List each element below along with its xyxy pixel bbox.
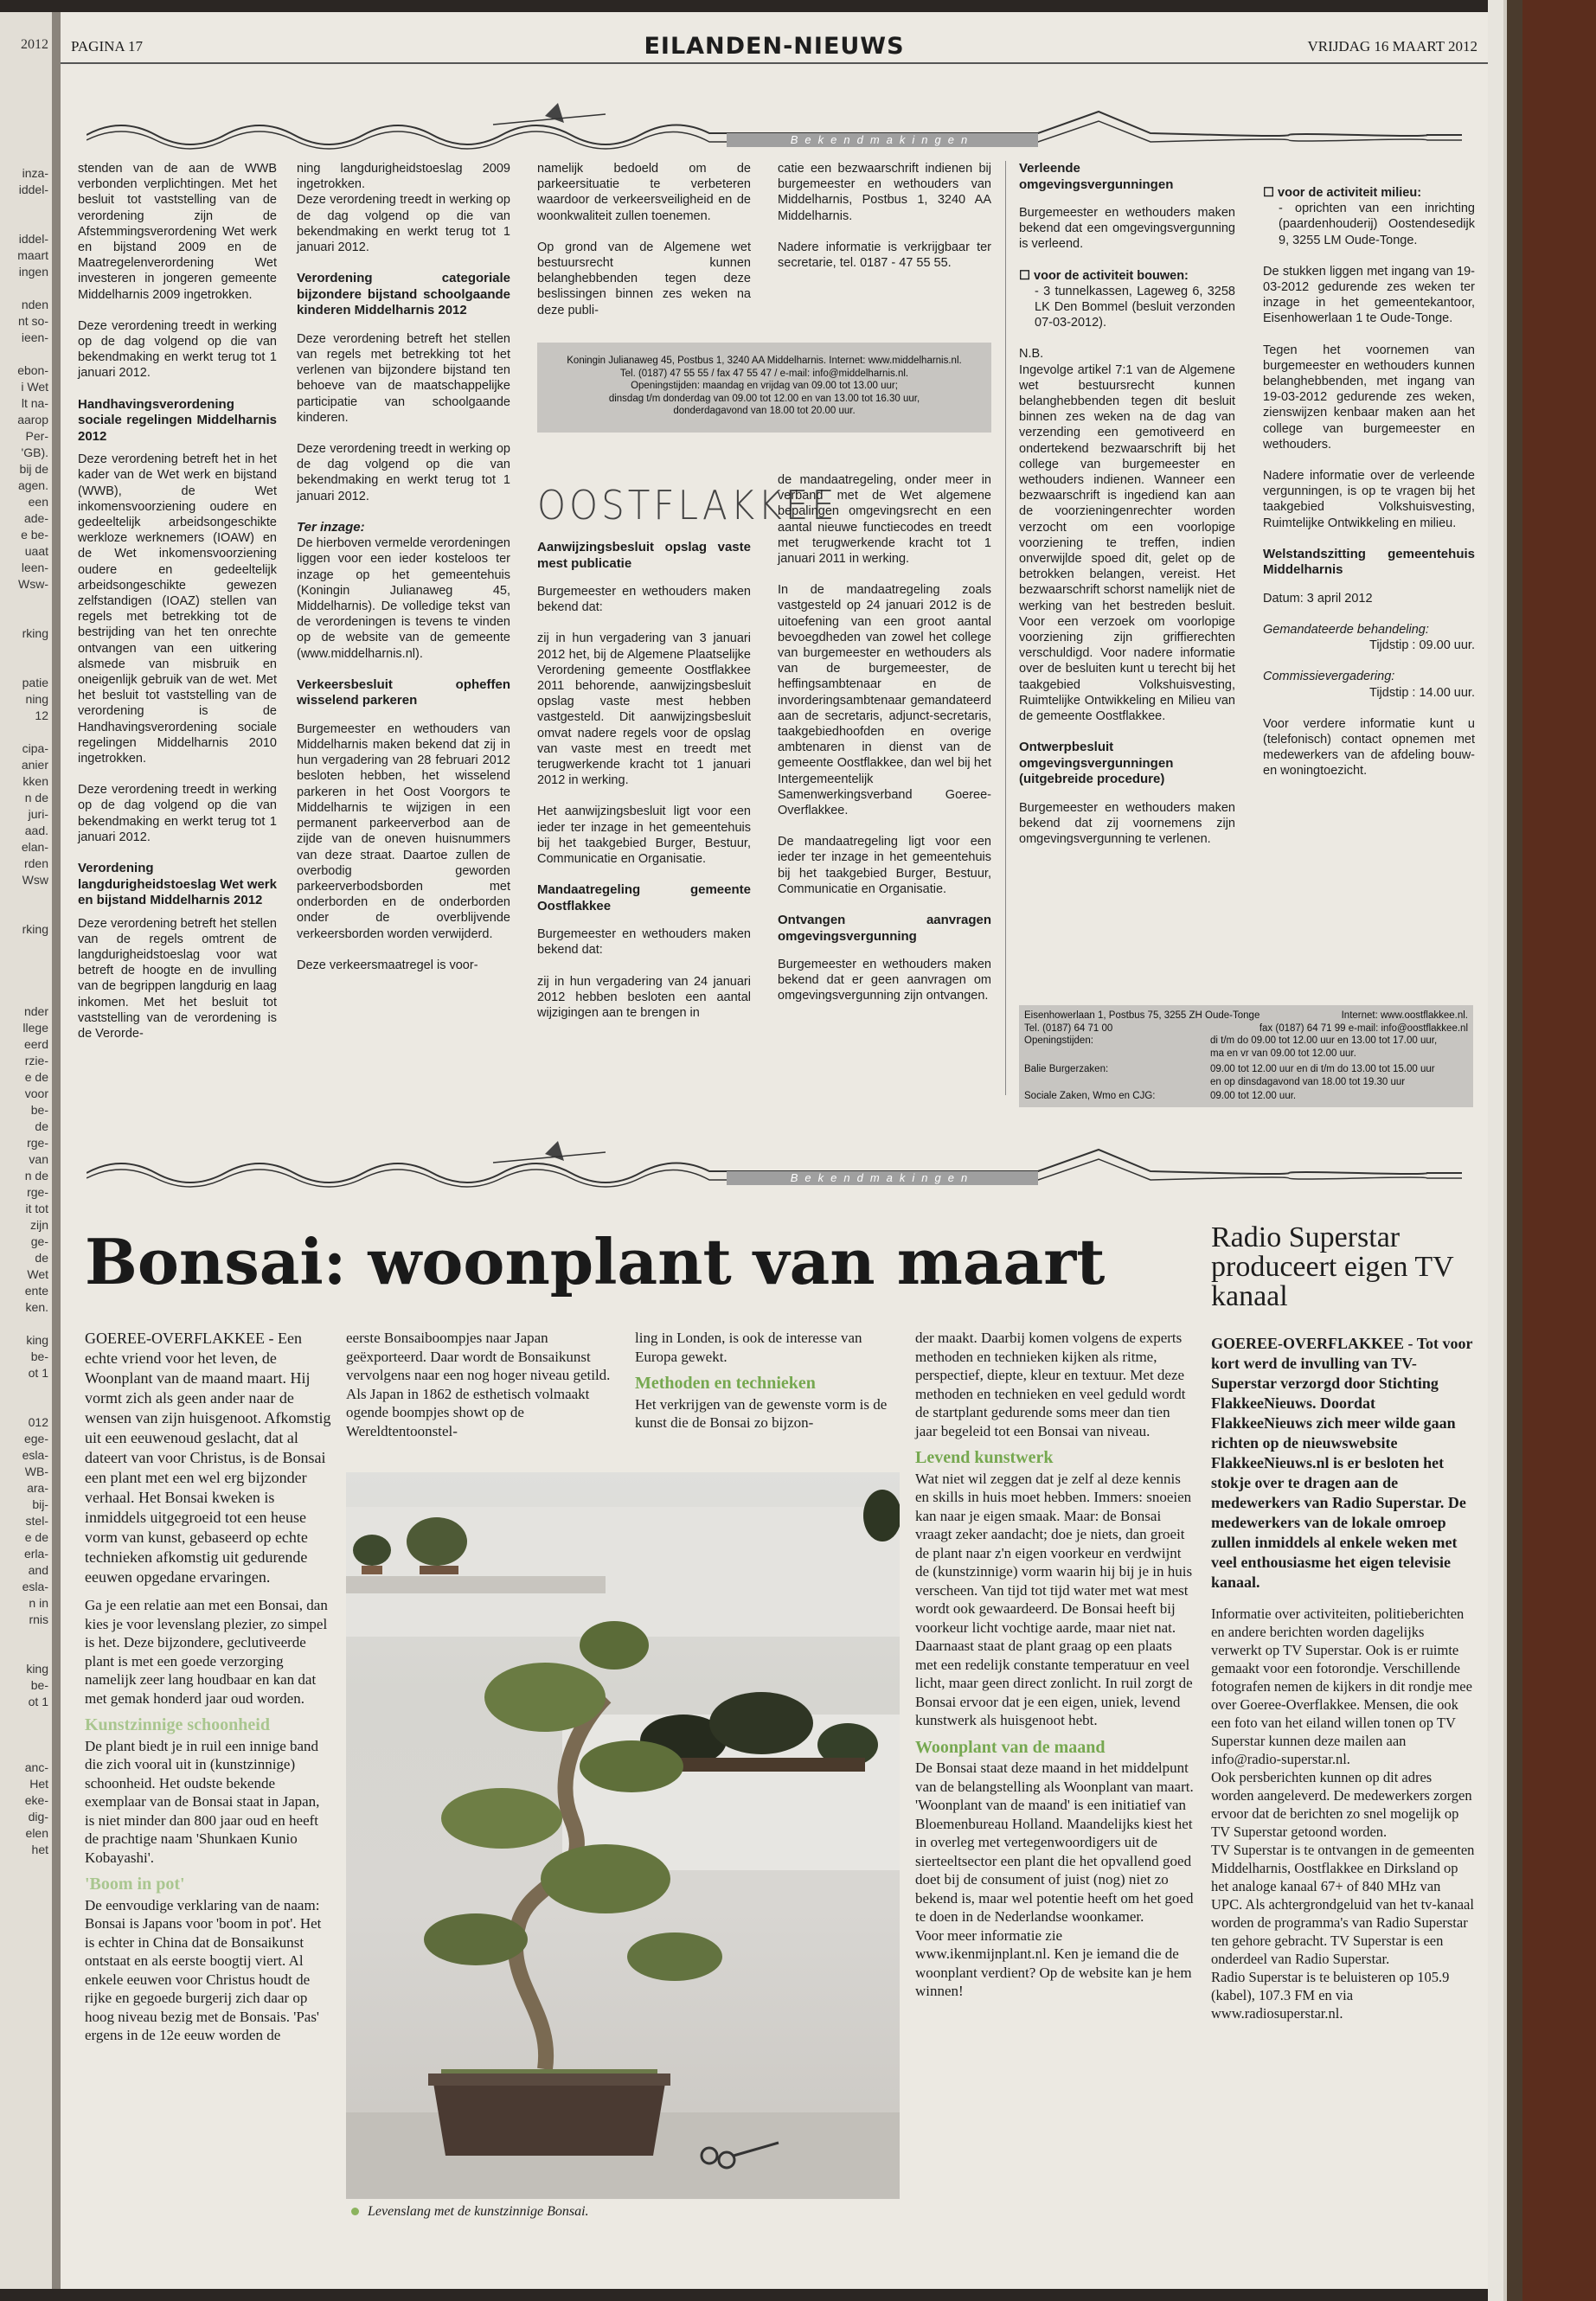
adjacent-page-line: leen- bbox=[21, 561, 48, 574]
article-text: ling in Londen, is ook de interesse van Europa gewekt. bbox=[635, 1330, 862, 1365]
contact-line: ma en vr van 09.00 tot 12.00 uur. bbox=[1210, 1048, 1356, 1059]
adjacent-page-line: Per- bbox=[25, 429, 48, 443]
notice-text: Nadere informatie is verkrijgbaar ter secretarie, tel. 0187 - 47 55 55. bbox=[778, 240, 991, 271]
contact-line bbox=[1210, 1063, 1435, 1088]
notice-text: Deze verkeersmaatregel is voor- bbox=[297, 958, 478, 972]
adjacent-page-line bbox=[0, 215, 52, 231]
notice-text: Deze verordening treedt in werking op de dag volgend op die van bekendmaking en werkt terug tot 1 januari 2012. bbox=[297, 441, 510, 503]
adjacent-page-line bbox=[0, 642, 52, 658]
adjacent-page-line: nder bbox=[23, 1004, 48, 1018]
adjacent-page-line: n de bbox=[24, 791, 48, 804]
adjacent-page-line: eke- bbox=[24, 1793, 48, 1807]
adjacent-page-line: inza- bbox=[22, 166, 48, 180]
bonsai-column-2 bbox=[346, 1329, 627, 1449]
adjacent-page-line: 012 bbox=[28, 1415, 48, 1429]
adjacent-page-line: 12 bbox=[35, 708, 48, 722]
contact-line: 09.00 tot 12.00 uur. bbox=[1210, 1091, 1297, 1101]
adjacent-page-line: kken bbox=[22, 774, 48, 788]
adjacent-page-line: ge- bbox=[30, 1234, 48, 1248]
contact-line: di t/m do 09.00 tot 12.00 uur en 13.00 tot 17.00 uur, bbox=[1210, 1035, 1438, 1046]
section-label: Bekendmakingen bbox=[727, 133, 1038, 147]
adjacent-page-line: eerd bbox=[23, 1037, 48, 1051]
adjacent-page-line: elan- bbox=[21, 840, 48, 854]
adjacent-page-line: ingen bbox=[18, 265, 48, 279]
notice-text: N.B. bbox=[1019, 347, 1044, 362]
adjacent-page-line bbox=[0, 658, 52, 675]
adjacent-page-line: ade- bbox=[23, 511, 48, 525]
notice-text: De mandaatregeling ligt voor een ieder ter inzage in het gemeentehuis bij het taakgebied Burger, Bestuur, Communicatie en Organisatie. bbox=[778, 835, 991, 896]
notice-column-3 bbox=[537, 161, 751, 334]
adjacent-page-line: ente bbox=[24, 1284, 48, 1298]
contact-line: donderdagavond van 18.00 tot 20.00 uur. bbox=[673, 406, 856, 416]
adjacent-page-line bbox=[0, 971, 52, 987]
adjacent-page-line bbox=[0, 1398, 52, 1414]
article-text: De plant biedt je in ruil een innige band die zich vooral uit in (kunstzinnige) schoonheid. Het oudste bekende exemplaar van de Bonsai staat in Japan, is niet minder dan 800 jaar oud en heeft de prachtige naam 'Shunkaen Kunio Kobayashi'. bbox=[85, 1737, 320, 1866]
adjacent-page-line bbox=[0, 1628, 52, 1644]
notice-text: Deze verordening treedt in werking op de dag volgend op die van bekendmaking en werkt terug tot 1 januari 2012. bbox=[78, 783, 277, 844]
adjacent-page-line bbox=[0, 888, 52, 905]
notice-text: catie een bezwaarschrift indienen bij burgemeester en wethouders van Middelharnis, Postbus 1, 3240 AA Middelharnis. bbox=[778, 162, 991, 223]
adjacent-page-line bbox=[0, 1710, 52, 1727]
adjacent-page-line: het bbox=[31, 1843, 48, 1856]
radio-article bbox=[1211, 1334, 1475, 2022]
adjacent-page-line: 'GB). bbox=[21, 445, 48, 459]
contact-line: Tel. (0187) 64 71 00 bbox=[1024, 1022, 1113, 1034]
bonsai-column-3 bbox=[635, 1329, 903, 1441]
notice-column-3b bbox=[537, 540, 751, 1036]
notice-heading: Ter inzage: bbox=[297, 519, 365, 535]
adjacent-page-line: de bbox=[35, 1251, 48, 1265]
notice-heading: Welstandszitting gemeentehuis Middelharnis bbox=[1263, 546, 1475, 578]
notice-column-5 bbox=[1019, 161, 1235, 862]
adjacent-page-line bbox=[0, 987, 52, 1003]
adjacent-page-line: patie bbox=[22, 676, 48, 689]
adjacent-page-line: ara- bbox=[27, 1481, 48, 1495]
notice-text: Deze verordening treedt in werking op de dag volgend op die van bekendmaking en werkt terug tot 1 januari 2012. bbox=[297, 193, 510, 255]
notice-column-2 bbox=[297, 161, 510, 989]
adjacent-page-line: king bbox=[26, 1333, 48, 1347]
article-subheading: Woonplant van de maand bbox=[915, 1737, 1106, 1757]
notice-text: Burgemeester en wethouders maken bekend dat een omgevingsvergunning is verleend. bbox=[1019, 206, 1235, 252]
adjacent-page-line: Het bbox=[29, 1777, 48, 1791]
notice-text: Burgemeester en wethouders van Middelharnis maken bekend dat zij in hun vergadering van 28 februari 2012 besloten hebben, het wisselend parkeren in het Oost Voorgors te Middelharnis te wijzigen in een permanent parkeerverbod aan de zijde van de oneven huisnummers van deze straat. Daartoe zullen de overbodig geworden parkeerverbodsborden met onderborden en de onderborden onder de overblijvende verkeersborden worden verwijderd. bbox=[297, 721, 510, 941]
adjacent-page-line: be- bbox=[30, 1349, 48, 1363]
bonsai-column-1 bbox=[85, 1329, 331, 2054]
adjacent-page-line bbox=[0, 905, 52, 921]
notice-text: Tijdstip : 09.00 uur. bbox=[1369, 638, 1475, 653]
notice-column-6 bbox=[1263, 185, 1475, 795]
notice-text: Voor verdere informatie kunt u (telefonisch) contact opnemen met medewerkers van de afdeling bouw- en woningtoezicht. bbox=[1263, 716, 1475, 779]
notice-column-1 bbox=[78, 161, 277, 1057]
adjacent-page-line: ieen- bbox=[21, 330, 48, 344]
adjacent-page-line bbox=[0, 280, 52, 297]
contact-line: Internet: www.oostflakkee.nl. bbox=[1341, 1010, 1468, 1021]
adjacent-page-line: rnis bbox=[29, 1612, 48, 1626]
notice-text: namelijk bedoeld om de parkeersituatie te verbeteren waardoor de verkeersveiligheid en de woonkwaliteit zullen toenemen. bbox=[537, 162, 751, 223]
adjacent-page-line bbox=[0, 198, 52, 215]
notice-heading: Ontvangen aanvragen omgevingsvergunning bbox=[778, 913, 991, 944]
adjacent-page-strip bbox=[0, 12, 61, 2289]
notice-text: Het aanwijzingsbesluit ligt voor een ieder ter inzage in het gemeentehuis bij het taakgebied Burger, Bestuur, Communicatie en Organisatie. bbox=[537, 804, 751, 867]
adjacent-page-line: ken. bbox=[25, 1300, 48, 1314]
adjacent-page-line: aad. bbox=[24, 824, 48, 837]
adjacent-page-line: rge- bbox=[27, 1136, 48, 1150]
issue-date: VRIJDAG 16 MAART 2012 bbox=[1307, 38, 1477, 54]
notice-text: Deze verordening betreft het stellen van de regels omtrent de langdurigheidstoeslag voor wat betreft de hoogte en de invulling van de begrippen langdurig en laag inkomen. Met het besluit tot vaststelling van de verordening is de Verorde- bbox=[78, 916, 277, 1041]
adjacent-page-line: esla- bbox=[22, 1580, 48, 1593]
notice-text: de mandaatregeling, onder meer in verband met de Wet algemene bepalingen omgevingsrecht en een aantal nieuwe functiecodes en treedt met terugwerkende kracht tot 1 januari 2011 in werking. bbox=[778, 473, 991, 567]
adjacent-page-line: maart bbox=[17, 248, 48, 262]
adjacent-page-year: 2012 bbox=[21, 37, 48, 52]
notice-text: Deze verordening betreft het stellen van regels met betrekking tot het verlenen van bijzondere bijstand ten behoeve van de maatschappelijke participatie van schoolgaande kinderen. bbox=[297, 331, 510, 425]
sidebar-headline: Radio Superstar produceert eigen TV kanaal bbox=[1211, 1221, 1454, 1312]
adjacent-page-line: ebon- bbox=[17, 363, 48, 377]
adjacent-page-line: be- bbox=[30, 1103, 48, 1117]
adjacent-page-line: rking bbox=[22, 626, 48, 640]
notice-text: Datum: 3 april 2012 bbox=[1263, 591, 1373, 606]
adjacent-page-line bbox=[0, 954, 52, 971]
article-text: De Bonsai staat deze maand in het middelpunt van de belangstelling als Woonplant van maart. 'Woonplant van de maand' is een initiatief van Bloemenbureau Holland. Maandelijks kiest het in overleg met vertegenwoordigers uit de sierteeltsector een plant die het opvallend goed doet bij de consument of juist (nog) niet zo bekend is, maar wel potentie heeft om het goed te doen in de Nederlandse woonkamer. bbox=[915, 1759, 1194, 1925]
adjacent-page-line bbox=[0, 1644, 52, 1661]
bonsai-illustration bbox=[346, 1472, 900, 2199]
adjacent-page-line bbox=[0, 724, 52, 740]
notice-text: ning langdurigheidstoeslag 2009 ingetrokken. bbox=[297, 162, 510, 192]
oostflakkee-contact-box bbox=[1019, 1005, 1473, 1107]
oostflakkee-logo: OOSTFLAKKEE bbox=[537, 482, 838, 529]
bonsai-photo bbox=[346, 1472, 900, 2199]
notice-text: - 3 tunnelkassen, Lageweg 6, 3258 LK Den Bommel (besluit verzonden 07-03-2012). bbox=[1035, 284, 1235, 330]
contact-line: fax (0187) 64 71 99 e-mail: info@oostflakkee.nl bbox=[1259, 1022, 1468, 1034]
book-binding-edge bbox=[1488, 0, 1596, 2301]
notice-text: Burgemeester en wethouders maken bekend dat: bbox=[537, 585, 751, 615]
article-lead: GOEREE-OVERFLAKKEE - Een echte vriend voor het leven, de Woonplant van de maand maart. Hij vormt zich als geen ander naar de wensen van zijn huisgenoot. Afkomstig uit een eeuwenoud geslacht, dat al dateert van voor Christus, is de Bonsai een plant met een wel erg bijzonder verhaal. Het Bonsai kweken is inmiddels uitgegroeid tot een heuse vorm van kunst, gebaseerd op echte technieken afkomstig uit gedurende eeuwen opgedane ervaringen. bbox=[85, 1330, 331, 1586]
adjacent-page-line: elen bbox=[25, 1826, 48, 1840]
article-subheading: Methoden en technieken bbox=[635, 1374, 816, 1393]
adjacent-page-line: WB- bbox=[24, 1465, 48, 1478]
notice-text: De hierboven vermelde verordeningen liggen voor een ieder kosteloos ter inzage op het gemeentehuis (Koningin Julianaweg 45, Middelharnis). De volledige tekst van de verordeningen is tevens te vinden op de website van de gemeente (www.middelharnis.nl). bbox=[297, 536, 510, 661]
adjacent-page-line: ning bbox=[25, 692, 48, 706]
adjacent-page-line: ot 1 bbox=[28, 1695, 48, 1708]
adjacent-page-line: rking bbox=[22, 922, 48, 936]
article-text: der maakt. Daarbij komen volgens de experts methoden en technieken kijken als ritme, perspectief, diepte, kleur en textuur. Met deze methoden en technieken en veel geduld wordt de startplant gedurende soms meer dan tien jaar begeleid tot een Bonsai van niveau. bbox=[915, 1330, 1186, 1439]
contact-line: Openingstijden: maandag en vrijdag van 09.00 tot 13.00 uur; bbox=[631, 381, 898, 391]
notice-column-4 bbox=[778, 161, 991, 286]
notice-heading: Ontwerpbesluit omgevingsvergunningen (uitgebreide procedure) bbox=[1019, 740, 1174, 787]
notice-text: stenden van de aan de WWB verbonden verplichtingen. Met het besluit tot vaststelling van de verordening zijn de Afstemmingsverordening Wet werk en bijstand 2009 en de Maatregelenverordening Wet investeren in jongeren gemeente Middelharnis 2009 ingetrokken. bbox=[78, 162, 277, 302]
checkbox-label: voor de activiteit bouwen: bbox=[1034, 268, 1189, 283]
adjacent-page-line: rzie- bbox=[24, 1054, 48, 1067]
contact-line: 09.00 tot 12.00 uur en di t/m do 13.00 tot 15.00 uur bbox=[1210, 1064, 1435, 1074]
article-lead: GOEREE-OVERFLAKKEE - Tot voor kort werd de invulling van TV-Superstar verzorgd door Stichting FlakkeeNieuws. Doordat FlakkeeNieuws zich meer wilde gaan richten op de nieuwswebsite FlakkeeNieuws.nl is er besloten het stokje over te dragen aan de medewerkers van Radio Superstar. De medewerkers van de lokale omroep zullen inmiddels al enkele weken met veel enthousiasme het eigen televisie kanaal. bbox=[1211, 1335, 1473, 1591]
adjacent-page-line: iddel- bbox=[18, 232, 48, 246]
notice-text: - oprichten van een inrichting (paardenhouderij) Oostendesedijk 9, 3255 LM Oude-Tonge. bbox=[1279, 202, 1475, 247]
adjacent-page-line: zijn bbox=[29, 1218, 48, 1232]
notice-heading: Verkeersbesluit opheffen wisselend parkeren bbox=[297, 676, 510, 708]
adjacent-page-line: n in bbox=[29, 1596, 48, 1610]
notice-heading: Verleende omgevingsvergunningen bbox=[1019, 161, 1174, 192]
notice-text: zij in hun vergadering van 24 januari 2012 hebben besloten een aantal wijzigingen aan te brengen in bbox=[537, 974, 751, 1021]
adjacent-page-line: Wsw bbox=[22, 873, 48, 887]
adjacent-page-line: iddel- bbox=[18, 183, 48, 196]
notice-text: Burgemeester en wethouders maken bekend dat zij voornemens zijn omgevingsvergunning te verlenen. bbox=[1019, 800, 1235, 847]
notice-heading: Verordening langdurigheidstoeslag Wet werk en bijstand Middelharnis 2012 bbox=[78, 861, 277, 908]
bullet-icon bbox=[351, 2208, 359, 2215]
notice-heading: Verordening categoriale bijzondere bijstand schoolgaande kinderen Middelharnis 2012 bbox=[297, 271, 510, 318]
article-text: Ook persberichten kunnen op dit adres worden aangeleverd. De medewerkers zorgen ervoor dat de berichten zo snel mogelijk op TV Superstar getoond worden. bbox=[1211, 1769, 1472, 1840]
adjacent-page-text bbox=[0, 53, 52, 1858]
notice-text: Tegen het voornemen van burgemeester en wethouders kunnen belanghebbenden, met ingang van 19-03-2012 gedurende zes weken, zienswijzen kenbaar maken aan het college van burgemeester en wethouders. bbox=[1263, 343, 1475, 452]
adjacent-page-line: king bbox=[26, 1662, 48, 1676]
adjacent-page-line: rden bbox=[23, 856, 48, 870]
notice-text: Op grond van de Algemene wet bestuursrecht kunnen belanghebbenden tegen deze beslissingen binnen zes weken na deze publi- bbox=[537, 240, 751, 317]
notice-text: De stukken liggen met ingang van 19-03-2012 gedurende zes weken ter inzage in het gemeentekantoor, Eisenhowerlaan 1 te Oude-Tonge. bbox=[1263, 264, 1475, 326]
adjacent-page-line: bij- bbox=[32, 1497, 48, 1511]
notice-text: Deze verordening betreft het in het kader van de Wet werk en bijstand (WWB), de Wet inkomensvoorziening oudere en gedeeltelijk arbeidsongeschikte werkloze werknemers (IOAW) en de Wet inkomensvoorziening oudere en gedeeltelijk arbeidsongeschikte gewezen zelfstandigen (IOAZ) stellen van regels met betrekking tot de bestrijding van het ten onrechte ontvangen van een uitkering alsmede van misbruik en oneigenlijk gebruik van de wet. Met het besluit tot vaststelling van de verordening is de Handhavingsverordening sociale regelingen Middelharnis 2010 ingetrokken. bbox=[78, 452, 277, 766]
adjacent-page-line: stel- bbox=[25, 1514, 48, 1528]
adjacent-page-line: and bbox=[28, 1563, 48, 1577]
contact-line: Balie Burgerzaken: bbox=[1024, 1064, 1109, 1074]
adjacent-page-line: aarop bbox=[17, 413, 48, 426]
adjacent-page-line bbox=[0, 346, 52, 362]
adjacent-page-line: Wet bbox=[27, 1267, 48, 1281]
adjacent-page-line: e de bbox=[24, 1070, 48, 1084]
adjacent-page-line: e de bbox=[24, 1530, 48, 1544]
article-text: Het verkrijgen van de gewenste vorm is de kunst die de Bonsai zo bijzon- bbox=[635, 1395, 888, 1431]
page-number: PAGINA 17 bbox=[71, 38, 143, 54]
adjacent-page-line: voor bbox=[24, 1086, 48, 1100]
section-label: Bekendmakingen bbox=[727, 1171, 1038, 1185]
contact-line: Eisenhowerlaan 1, Postbus 75, 3255 ZH Oude-Tonge bbox=[1024, 1010, 1260, 1021]
masthead: EILANDEN-NIEUWS bbox=[644, 33, 905, 60]
adjacent-page-line: juri- bbox=[28, 807, 48, 821]
article-text: Informatie over activiteiten, politieberichten en andere berichten worden dagelijks verwerkt op TV Superstar. Ook is er ruimte gemaakt voor een fotorondje. Verschillende fotografen nemen de kijkers in dit rondje mee over Goeree-Overflakkee. Mensen, die ook een foto van het eiland willen tonen op TV Superstar kunnen deze mailen aan info@radio-superstar.nl. bbox=[1211, 1606, 1472, 1767]
article-text: eerste Bonsaiboompjes naar Japan geëxporteerd. Daar wordt de Bonsaikunst vervolgens naar een nog hoger niveau getild. Als Japan in 1862 de esthetisch volmaakt ogende boompjes showt op de Wereldtentoonstel- bbox=[346, 1330, 611, 1439]
adjacent-page-line bbox=[0, 938, 52, 954]
adjacent-page-line: i Wet bbox=[21, 380, 48, 394]
contact-line: Tel. (0187) 47 55 55 / fax 47 55 47 / e-mail: info@middelharnis.nl. bbox=[619, 368, 909, 379]
column-divider bbox=[1005, 161, 1006, 1095]
caption-text: Levenslang met de kunstzinnige Bonsai. bbox=[368, 2204, 589, 2219]
adjacent-page-line: n de bbox=[24, 1169, 48, 1183]
notice-text: Burgemeester en wethouders maken bekend dat: bbox=[537, 927, 751, 958]
adjacent-page-line: nden bbox=[21, 298, 48, 311]
notice-text: Ingevolge artikel 7:1 van de Algemene wet bestuursrecht kunnen belanghebbenden tegen dit besluit binnen zes weken na de dag van verzending een gemotiveerd en ondertekend bezwaarschrift bij het college van burgemeester en wethouders indienen. Wanneer een bezwaarschrift is ingediend kan aan de voorzieningenrechter worden verzocht om een voorlopige voorziening te treffen, indien onverwijlde spoed dit, gelet op de betrokken belangen, vereist. Het bezwaarschrift schorst namelijk niet de werking van het bestreden besluit. Voor een verzoek om voorlopige voorziening zijn griffierechten verschuldigd. Voor nadere informatie over de besluiten kunt u terecht bij het taakgebied Volkshuisvesting, Ruimtelijke Ontwikkeling en Milieu van de gemeente Oostflakkee. bbox=[1019, 362, 1235, 724]
bekendmakingen-banner-top bbox=[87, 99, 1462, 151]
checkbox-label: voor de activiteit milieu: bbox=[1278, 186, 1422, 200]
checkbox-item: ☐ voor de activiteit bouwen: bbox=[1019, 268, 1189, 283]
notice-heading: Handhavingsverordening sociale regelingen Middelharnis 2012 bbox=[78, 396, 277, 444]
adjacent-page-line bbox=[0, 593, 52, 609]
contact-line: en op dinsdagavond van 18.00 tot 19.30 uur bbox=[1210, 1076, 1406, 1087]
notice-text: Nadere informatie over de verleende vergunningen, is op te vragen bij het taakgebied Volkshuisvesting, Ruimtelijke Ontwikkeling en milieu. bbox=[1263, 469, 1475, 530]
adjacent-page-line: nt so- bbox=[17, 314, 48, 328]
contact-row bbox=[1024, 1063, 1468, 1088]
contact-line: dinsdag t/m donderdag van 09.00 tot 12.00 en van 13.00 tot 16.30 uur, bbox=[608, 393, 920, 404]
adjacent-page-line: Wsw- bbox=[18, 577, 48, 591]
adjacent-page-line: be- bbox=[30, 1678, 48, 1692]
notice-text: In de mandaatregeling zoals vastgesteld op 24 januari 2012 is de uitoefening van een groot aantal bevoegdheden van zowel het college van burgemeester en wethouders als van de burgemeester, de heffingsambtenaar en de invorderingsambtenaar gemandateerd aan de secretaris, adjunct-secretaris, taakgebiedhoofden en overige ambtenaren in dienst van de gemeente Oostflakkee, dan wel bij het Intergemeentelijk Samenwerkingsverband Goeree-Overflakkee. bbox=[778, 583, 991, 818]
adjacent-page-line bbox=[0, 1381, 52, 1398]
adjacent-page-line: rge- bbox=[27, 1185, 48, 1199]
article-text: De eenvoudige verklaring van de naam: Bonsai is Japans voor 'boom in pot'. Het is echter in China dat de Bonsaikunst ontstaat en als eerste boogtij viert. Al enkele eeuwen voor Christus houdt de rijke en gegoede burgerij zich daar op hoog niveau bezig met de Bonsais. 'Pas' ergens in de 12e eeuw worden de bbox=[85, 1896, 322, 2043]
contact-line: Koningin Julianaweg 45, Postbus 1, 3240 AA Middelharnis. Internet: www.middelharnis.nl. bbox=[567, 356, 962, 366]
adjacent-page-line: ot 1 bbox=[28, 1366, 48, 1380]
contact-row bbox=[1024, 1090, 1468, 1103]
article-text: TV Superstar is te ontvangen in de gemeenten Middelharnis, Oostflakkee en Dirksland op het analoge kanaal 67+ of 840 MHz van UPC. Als achtergrondgeluid van het tv-kanaal worden de programma's van Radio Superstar ten gehore gebracht. TV Superstar is een onderdeel van Radio Superstar. bbox=[1211, 1842, 1475, 1967]
adjacent-page-line: cipa- bbox=[22, 741, 48, 755]
adjacent-page-line: esla- bbox=[22, 1448, 48, 1462]
page-header bbox=[61, 28, 1488, 64]
contact-line: Sociale Zaken, Wmo en CJG: bbox=[1024, 1091, 1156, 1101]
contact-row bbox=[1024, 1009, 1468, 1022]
adjacent-page-line: lt na- bbox=[21, 396, 48, 410]
small-bonsai-3 bbox=[863, 1490, 900, 1541]
adjacent-page-line bbox=[0, 1727, 52, 1743]
article-text: Ga je een relatie aan met een Bonsai, dan kies je voor levenslang plezier, zo simpel is het. Deze bijzondere, geclutiveerde plant is met een goede verzorging namelijk zeer lang houdbaar en kan dat met gemak honderd jaar oud worden. bbox=[85, 1597, 328, 1707]
notice-heading: Aanwijzingsbesluit opslag vaste mest publicatie bbox=[537, 540, 751, 571]
contact-line: Openingstijden: bbox=[1024, 1035, 1093, 1046]
notice-column-4b bbox=[778, 472, 991, 1020]
article-subheading: 'Boom in pot' bbox=[85, 1875, 185, 1894]
contact-line bbox=[1210, 1035, 1437, 1060]
notice-text: Gemandateerde behandeling: bbox=[1263, 623, 1429, 638]
adjacent-page-line: de bbox=[35, 1119, 48, 1133]
notice-text: Deze verordening treedt in werking op de dag volgend op die van bekendmaking en werkt terug tot 1 januari 2012. bbox=[78, 318, 277, 381]
adjacent-page-line bbox=[0, 1743, 52, 1759]
adjacent-page-line: erla- bbox=[23, 1547, 48, 1561]
adjacent-page-line: een bbox=[28, 495, 48, 509]
notice-text: Commissievergadering: bbox=[1263, 670, 1395, 684]
adjacent-page-line: anier bbox=[21, 758, 48, 772]
notice-text: zij in hun vergadering van 3 januari 2012 het, bij de Algemene Plaatselijke Verordening gemeente Oostflakkee 2011 behorende, aanwijzingsbesluit opslag vaste mest hebben vastgesteld. Dit aanwijzingsbesluit omvat nadere regels voor de opslag van vaste mest en treedt met terugwerkende kracht tot 1 januari 2012 in werking. bbox=[537, 631, 751, 788]
notice-heading: Mandaatregeling gemeente Oostflakkee bbox=[537, 882, 751, 913]
adjacent-page-line bbox=[0, 609, 52, 625]
article-subheading: Kunstzinnige schoonheid bbox=[85, 1715, 270, 1734]
adjacent-page-line: ege- bbox=[23, 1432, 48, 1445]
adjacent-page-line: agen. bbox=[17, 478, 48, 492]
adjacent-page-line: e be- bbox=[21, 528, 48, 542]
contact-row bbox=[1024, 1035, 1468, 1060]
photo-caption bbox=[351, 2204, 589, 2220]
bekendmakingen-banner-bottom bbox=[87, 1137, 1462, 1189]
adjacent-page-line: dig- bbox=[28, 1810, 48, 1823]
middelharnis-contact-box bbox=[537, 343, 991, 433]
contact-row bbox=[1024, 1022, 1468, 1035]
article-text: Voor meer informatie zie www.ikenmijnplant.nl. Ken je iemand die de woonplant verdient? Op de website kan je hem winnen! bbox=[915, 1926, 1192, 1999]
adjacent-page-line: uaat bbox=[24, 544, 48, 558]
article-text: Radio Superstar is te beluisteren op 105.9 (kabel), 107.3 FM en via www.radiosuperstar.nl. bbox=[1211, 1969, 1450, 2022]
bonsai-column-4 bbox=[915, 1329, 1194, 2009]
checkbox-item: ☐ voor de activiteit milieu: bbox=[1263, 186, 1422, 200]
notice-text: Burgemeester en wethouders maken bekend dat er geen aanvragen om omgevingsvergunning zijn ontvangen. bbox=[778, 958, 991, 1003]
article-text: Wat niet wil zeggen dat je zelf al deze kennis en skills in huis moet hebben. Immers: snoeien kan naar je eigen smaak. Maar: de Bonsai vraagt zeker aandacht; doe je niets, dan groeit de plant naar z'n eigen voorkeur en verdwijnt de (kunstzinnige) vorm waarin hij bij je in huis verscheen. Van tijd tot tijd water met wat mest wordt ook gewaardeerd. De Bonsai heeft bij voorkeur licht vochtige aarde, maar niet nat. Daarnaast staat de plant graag op een plaats met een redelijk constante temperatuur en veel licht, maar geen direct zonlicht. In ruil zorgt de Bonsai ervoor dat je een eigen, uniek, levend kunstwerk als huisgenoot hebt. bbox=[915, 1470, 1193, 1728]
adjacent-page-line: it tot bbox=[25, 1202, 48, 1215]
adjacent-page-line: llege bbox=[22, 1021, 48, 1035]
article-subheading: Levend kunstwerk bbox=[915, 1448, 1054, 1467]
newspaper-page bbox=[61, 12, 1488, 2289]
notice-text: Tijdstip : 14.00 uur. bbox=[1369, 685, 1475, 700]
adjacent-page-line bbox=[0, 1316, 52, 1332]
main-bonsai-tree bbox=[424, 1621, 722, 2156]
adjacent-page-line: van bbox=[29, 1152, 48, 1166]
adjacent-page-line: bij de bbox=[19, 462, 48, 476]
article-headline: Bonsai: woonplant van maart bbox=[85, 1225, 1106, 1298]
adjacent-page-line: anc- bbox=[24, 1760, 48, 1774]
